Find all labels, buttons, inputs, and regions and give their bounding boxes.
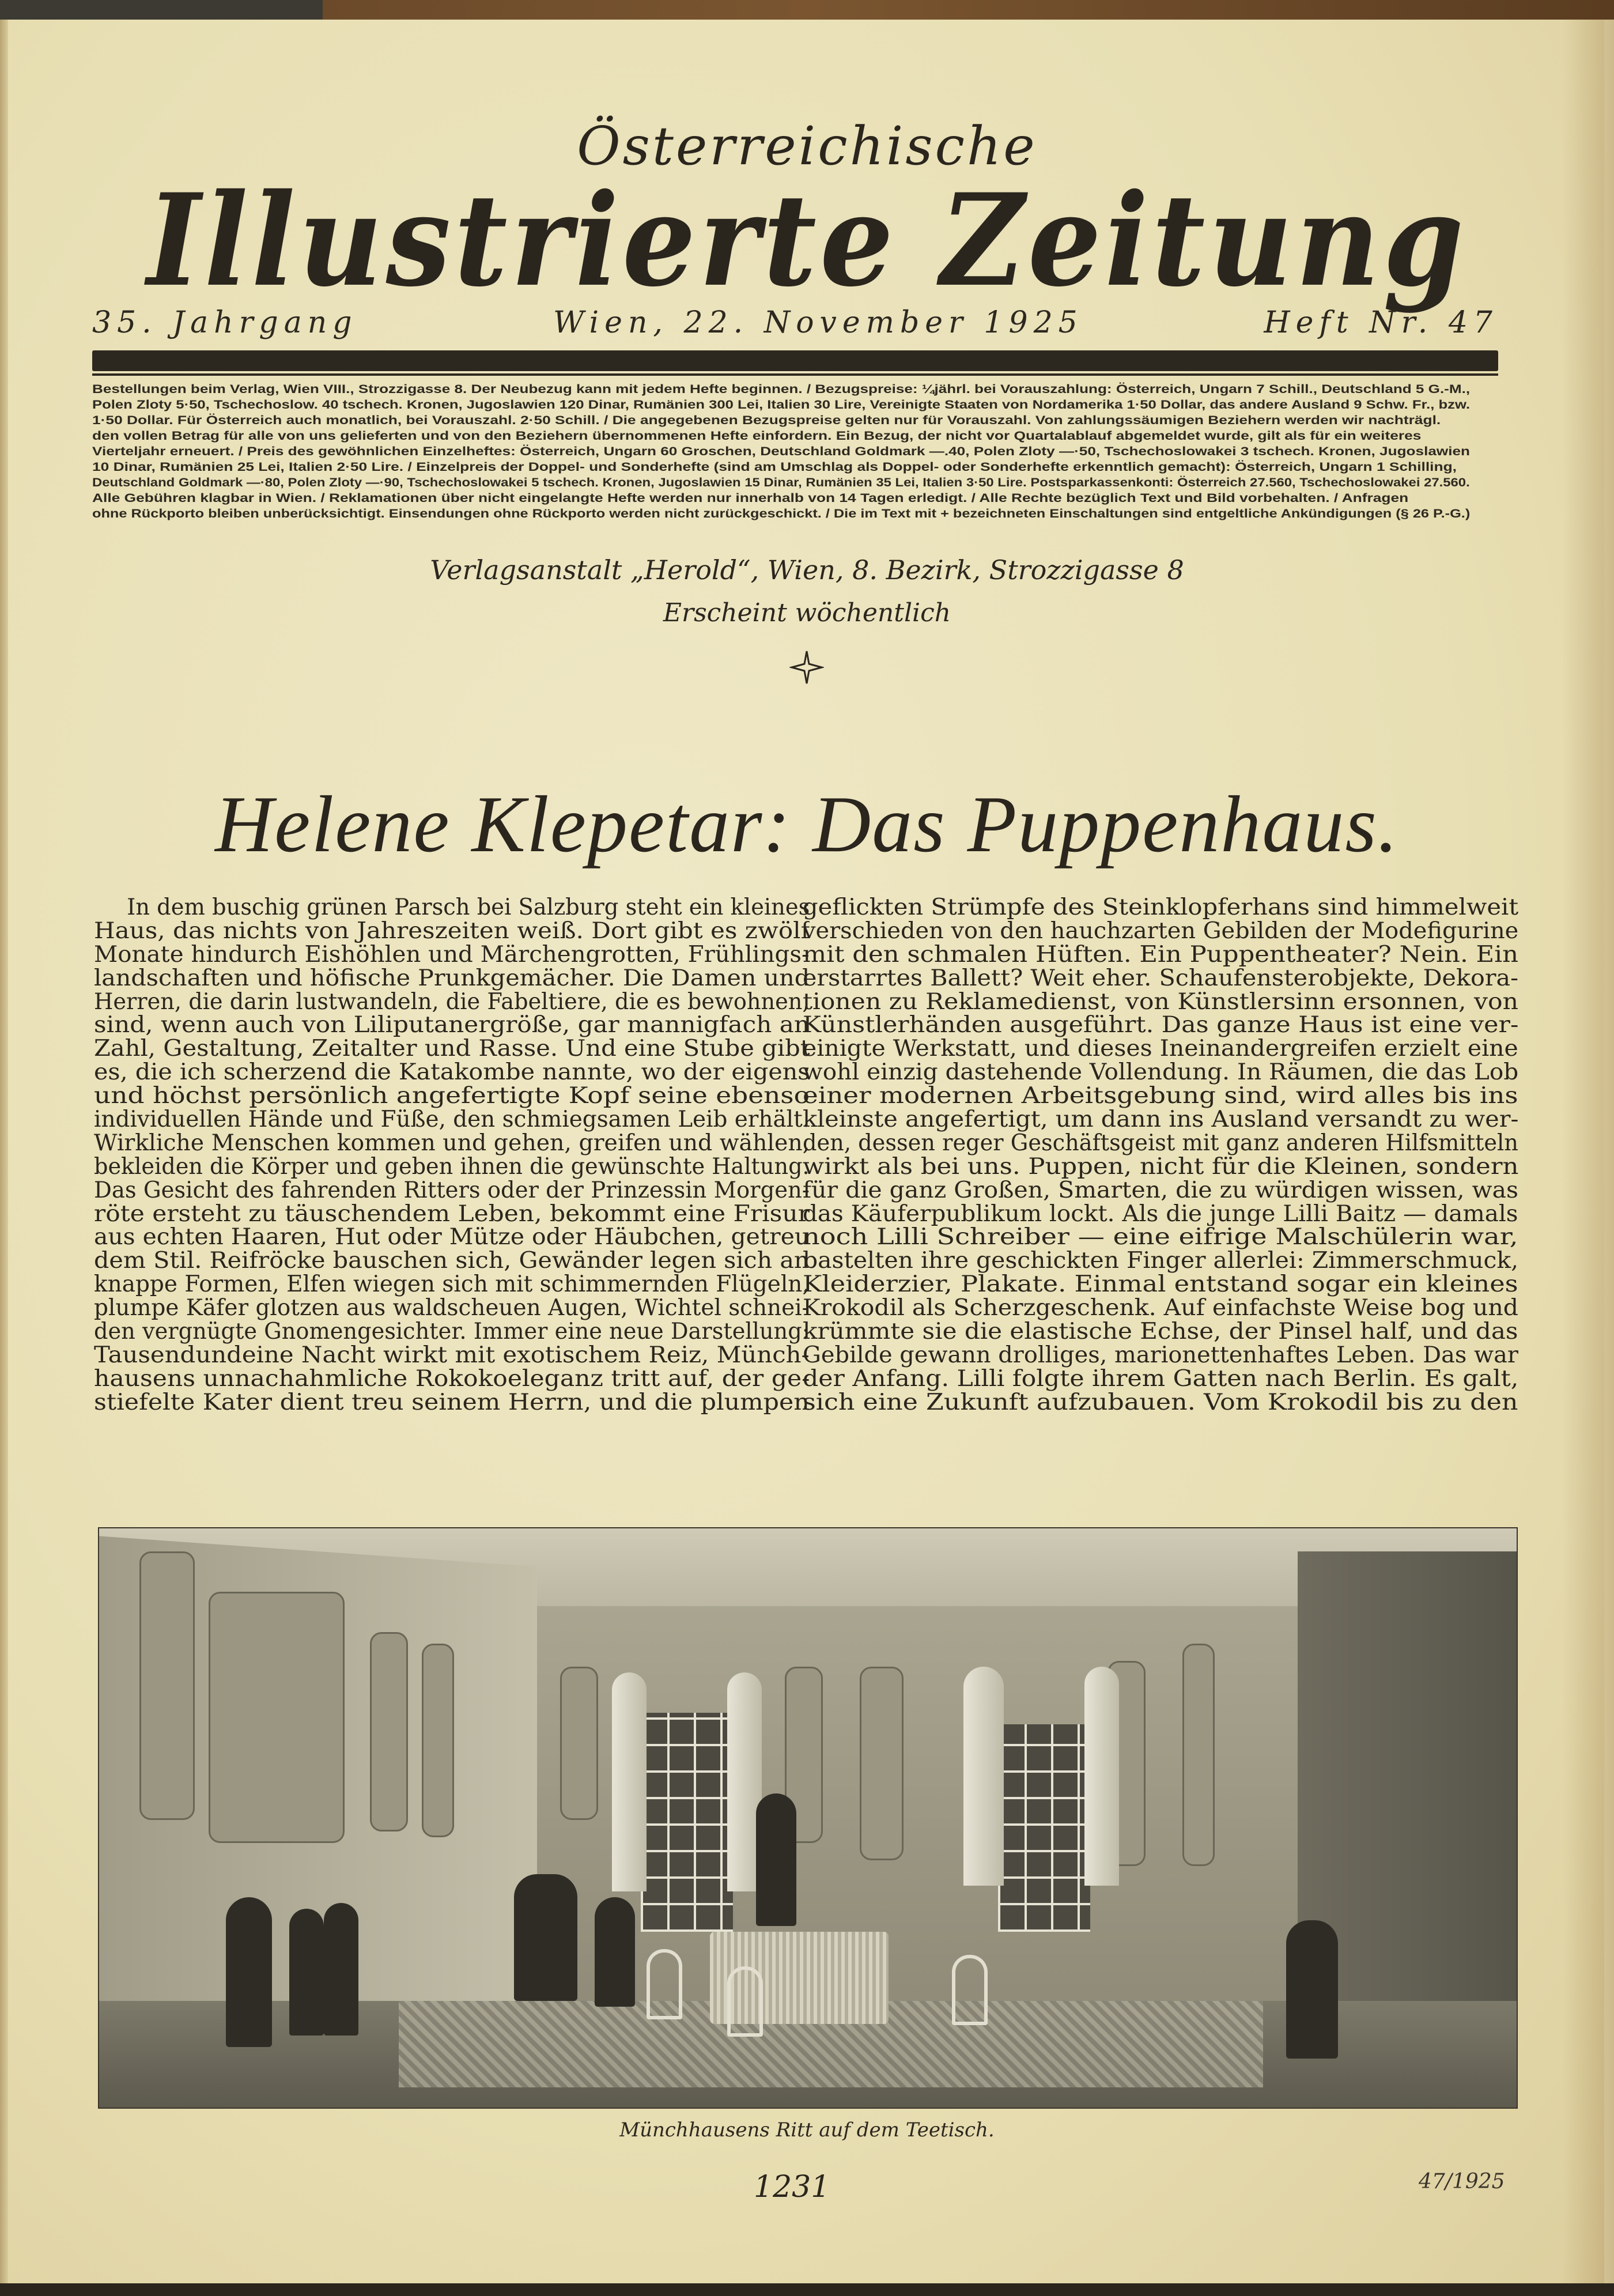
article-line: röte ersteht zu täuschendem Leben, bekommt eine Frisur: [94, 1202, 810, 1226]
masthead-rule-thin: [92, 373, 1498, 376]
article-line: den, dessen reger Geschäftsgeist mit ganz anderen Hilfsmitteln: [803, 1131, 1518, 1155]
article-line: tionen zu Reklamedienst, von Künstlersinn ersonnen, von: [803, 990, 1518, 1014]
photo-curtain: [612, 1672, 647, 1891]
star-ornament-icon: [789, 650, 824, 685]
issue-number: Heft Nr. 47: [1264, 305, 1498, 340]
article-line: Herren, die darin lustwandeln, die Fabeltiere, die es bewohnen,: [94, 990, 810, 1014]
photo-figure-rider: [756, 1793, 796, 1926]
article-line: Monate hindurch Eishöhlen und Märchengrotten, Frühlings-: [94, 943, 810, 967]
article-line: geflickten Strümpfe des Steinklopferhans sind himmelweit: [803, 896, 1518, 920]
photo-curtain: [963, 1667, 1004, 1886]
article-line: es, die ich scherzend die Katakombe nannte, wo der eigens: [94, 1061, 810, 1085]
photo-caption: Münchhausens Ritt auf dem Teetisch.: [619, 2118, 995, 2142]
masthead-rule: [92, 350, 1498, 371]
photo-figure: [1286, 1920, 1338, 2059]
place-date: Wien, 22. November 1925: [553, 305, 1083, 340]
article-line: hausens unnachahmliche Rokokoeleganz tritt auf, der ge-: [94, 1367, 810, 1391]
photo-wall-panel: [139, 1551, 195, 1820]
terms-line: Vierteljahr erneuert. / Preis des gewöhnlichen Einzelheftes: Österreich, Ungarn 60 Groschen, Deutschland Goldmark —.40, Polen Zloty —·50, Tschechoslowakei 3 tschech. Kronen, Jugoslawien: [92, 444, 1471, 458]
subscription-terms: [92, 382, 1470, 522]
page-number: 1231: [754, 2170, 830, 2204]
photo-figure: [324, 1903, 358, 2036]
terms-line: Polen Zloty 5·50, Tschechoslow. 40 tschech. Kronen, Jugoslawien 120 Dinar, Rumänien 300 Lei, Italien 30 Lire, Vereinigte Staaten von Nordamerika 1·50 Dollar, das andere Ausland 9 Schw. Fr., bzw.: [92, 398, 1471, 411]
masthead-line1: Österreichische: [577, 115, 1037, 177]
article-line: wirkt als bei uns. Puppen, nicht für die Kleinen, sondern: [803, 1155, 1518, 1179]
terms-line: 1·50 Dollar. Für Österreich auch monatlich, bei Vorauszahl. 2·50 Schill. / Die angegebenen Bezugspreise gelten nur für Vorauszahl. Von zahlungssäumigen Beziehern werden wir nachträgl.: [92, 413, 1441, 427]
photo-window: [998, 1724, 1090, 1932]
frequency-line: Erscheint wöchentlich: [663, 598, 951, 628]
article-line: bastelten ihre geschickten Finger allerlei: Zimmerschmuck,: [803, 1249, 1518, 1274]
article-line: der Anfang. Lilli folgte ihrem Gatten nach Berlin. Es galt,: [803, 1367, 1518, 1391]
article-line: aus echten Haaren, Hut oder Mütze oder Häubchen, getreu: [94, 1226, 810, 1250]
photo-figure: [595, 1897, 635, 2007]
article-line: kleinste angefertigt, um dann ins Ausland versandt zu wer-: [803, 1108, 1518, 1132]
article-line: landschaften und höfische Prunkgemächer. Die Damen und: [94, 966, 810, 991]
photo-mirror: [209, 1592, 345, 1843]
article-line: individuellen Hände und Füße, den schmiegsamen Leib erhält.: [94, 1108, 810, 1132]
article-line: mit den schmalen Hüften. Ein Puppentheater? Nein. Ein: [803, 943, 1518, 967]
article-line: erstarrtes Ballett? Weit eher. Schaufensterobjekte, Dekora-: [803, 966, 1518, 991]
article-line: Gebilde gewann drolliges, marionettenhaftes Leben. Das war: [803, 1343, 1518, 1368]
book-binding-bottom: [0, 2283, 1614, 2296]
article-line: den vergnügte Gnomengesichter. Immer eine neue Darstellung:: [94, 1320, 810, 1344]
article-line: Künstlerhänden ausgeführt. Das ganze Haus ist eine ver-: [803, 1014, 1518, 1038]
book-binding-top: [0, 0, 1614, 20]
article-line: bekleiden die Körper und geben ihnen die gewünschte Haltung.: [94, 1155, 810, 1179]
article-line: Krokodil als Scherzgeschenk. Auf einfachste Weise bog und: [803, 1297, 1518, 1321]
dateline: [92, 305, 1498, 346]
article-line: verschieden von den hauchzarten Gebilden der Modefigurine: [803, 919, 1518, 943]
photo-chair: [727, 1966, 763, 2037]
photo-wall-panel: [1182, 1644, 1215, 1866]
photo-wall-panel: [422, 1644, 454, 1837]
article-line: einer modernen Arbeitsgebung sind, wird alles bis ins: [803, 1085, 1518, 1109]
article-line: Tausendundeine Nacht wirkt mit exotischem Reiz, Münch-: [94, 1343, 810, 1368]
article-line: Haus, das nichts von Jahreszeiten weiß. Dort gibt es zwölf: [94, 919, 810, 943]
article-column-left: [94, 896, 810, 1415]
publisher-line: Verlagsanstalt „Herold“, Wien, 8. Bezirk, Strozzigasse 8: [430, 554, 1184, 586]
article-photo-dollhouse: [98, 1527, 1518, 2109]
article-line: Wirkliche Menschen kommen und gehen, greifen und wählen,: [94, 1131, 810, 1155]
article-line: sich eine Zukunft aufzubauen. Vom Krokodil bis zu den: [803, 1391, 1518, 1415]
photo-figure: [226, 1897, 272, 2047]
photo-window: [641, 1713, 733, 1932]
volume-year: 35. Jahrgang: [92, 305, 358, 340]
masthead-title: Illustrierte Zeitung: [146, 166, 1468, 315]
photo-chair: [647, 1949, 682, 2019]
photo-wall-panel: [370, 1632, 408, 1831]
terms-line: Deutschland Goldmark —·80, Polen Zloty —·90, Tschechoslowakei 5 tschech. Kronen, Jugoslawien 15 Dinar, Rumänien 35 Lei, Italien 3·50 Lire. Postsparkassenkonti: Österreich 27.560, Tschechoslowakei 27.560.: [92, 475, 1470, 489]
article-line: und höchst persönlich angefertigte Kopf seine ebenso: [94, 1085, 810, 1109]
terms-line: Alle Gebühren klagbar in Wien. / Reklamationen über nicht eingelangte Hefte werden nur innerhalb von 14 Tagen erledigt. / Alle Rechte bezüglich Text und Bild vorbehalten. / Anfragen: [92, 491, 1409, 505]
article-line: das Käuferpublikum lockt. Als die junge Lilli Baitz — damals: [803, 1202, 1518, 1226]
article-line: für die ganz Großen, Smarten, die zu würdigen wissen, was: [803, 1179, 1518, 1203]
page-edge-left: [0, 20, 8, 2283]
article-headline: Helene Klepetar: Das Puppenhaus.: [215, 780, 1399, 869]
photo-figure-group: [514, 1874, 577, 2001]
article-line: plumpe Käfer glotzen aus waldscheuen Augen, Wichtel schnei-: [94, 1297, 810, 1321]
article-line: sind, wenn auch von Liliputanergröße, gar mannigfach an: [94, 1014, 810, 1038]
photo-wall-panel: [860, 1667, 904, 1860]
article-line: Zahl, Gestaltung, Zeitalter und Rasse. Und eine Stube gibt: [94, 1037, 810, 1062]
article-line: einigte Werkstatt, und dieses Ineinandergreifen erzielt eine: [803, 1037, 1518, 1062]
photo-curtain: [1084, 1667, 1119, 1886]
page-gutter-shadow: [1562, 20, 1614, 2283]
photo-wall-panel: [560, 1667, 598, 1820]
article-line: krümmte sie die elastische Echse, der Pinsel half, und das: [803, 1320, 1518, 1344]
article-line: In dem buschig grünen Parsch bei Salzburg steht ein kleines: [127, 896, 810, 920]
article-line: knappe Formen, Elfen wiegen sich mit schimmernden Flügeln,: [94, 1273, 810, 1297]
terms-line: den vollen Betrag für alle von uns gelieferten und von den Beziehern übernommenen Hefte einfordern. Ein Bezug, der nicht vor Quartalablauf abgemeldet wurde, gilt als für ein weiteres: [92, 429, 1422, 443]
photo-chair: [952, 1955, 988, 2025]
photo-figure: [289, 1909, 324, 2036]
terms-line: Bestellungen beim Verlag, Wien VIII., Strozzigasse 8. Der Neubezug kann mit jedem Hefte beginnen. / Bezugspreise: ¼jährl. bei Vorauszahlung: Österreich, Ungarn 7 Schill., Deutschland 5 G.-M.,: [92, 382, 1471, 396]
article-line: wohl einzig dastehende Vollendung. In Räumen, die das Lob: [803, 1061, 1518, 1085]
article-line: stiefelte Kater dient treu seinem Herrn, und die plumpen: [94, 1391, 810, 1415]
article-line: Kleiderzier, Plakate. Einmal entstand sogar ein kleines: [803, 1273, 1518, 1297]
article-line: Das Gesicht des fahrenden Ritters oder der Prinzessin Morgen-: [94, 1179, 810, 1203]
terms-line: ohne Rückporto bleiben unberücksichtigt. Einsendungen ohne Rückporto werden nicht zurückgeschickt. / Die im Text mit + bezeichneten Einschaltungen sind entgeltliche Ankündigungen (§ 26 P.-G.): [92, 507, 1471, 520]
article-line: dem Stil. Reifröcke bauschen sich, Gewänder legen sich an: [94, 1249, 810, 1274]
article-line: noch Lilli Schreiber — eine eifrige Malschülerin war,: [803, 1226, 1518, 1250]
terms-line: 10 Dinar, Rumänien 25 Lei, Italien 2·50 Lire. / Einzelpreis der Doppel- und Sonderhefte (sind am Umschlag als Doppel- oder Sonderhefte erkenntlich gemacht): Österreich, Ungarn 1 Schilling,: [92, 460, 1457, 474]
issue-reference: 47/1925: [1419, 2170, 1505, 2193]
article-column-right: [803, 896, 1518, 1415]
